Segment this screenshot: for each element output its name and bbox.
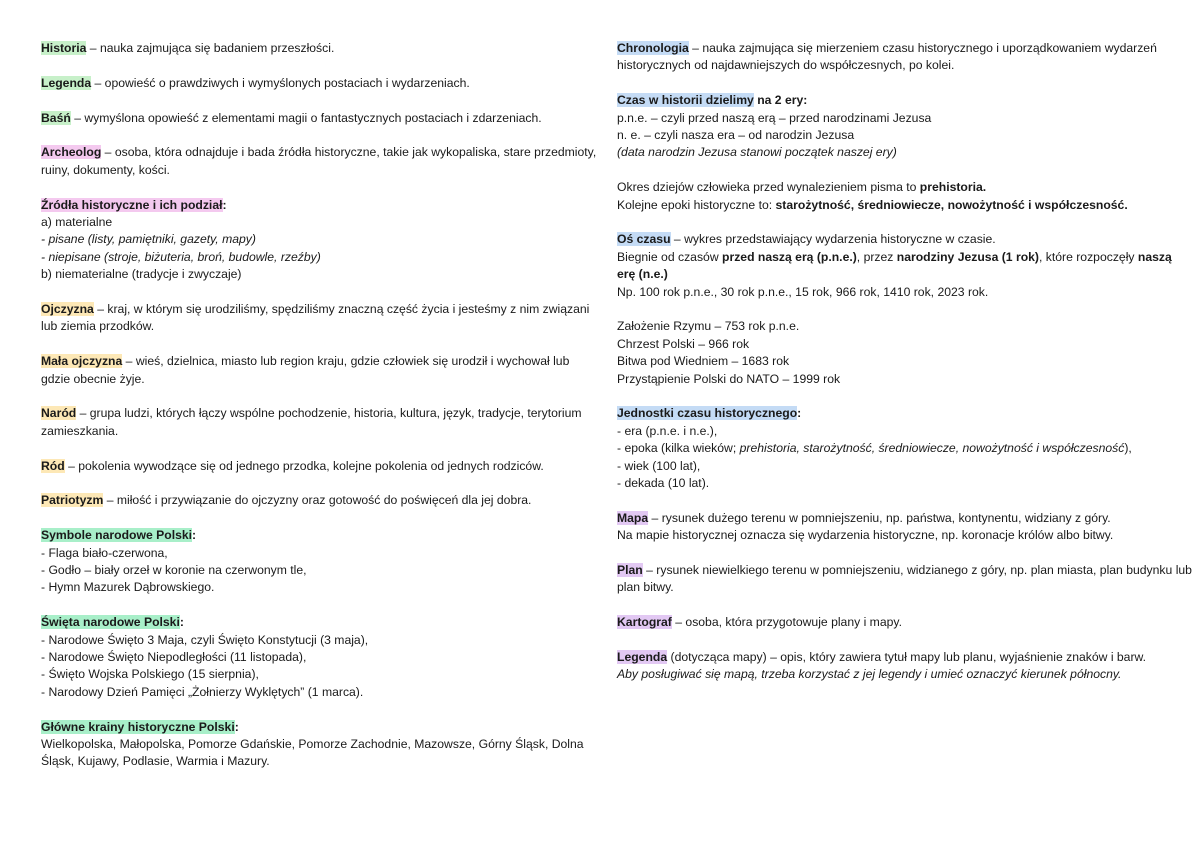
definition-chronologia bbox=[617, 40, 1192, 75]
section-text: Wielkopolska, Małopolska, Pomorze Gdańskie, Pomorze Zachodnie, Mazowsze, Górny Śląsk, Dolna Śląsk, Kujawy, Podlasie, Warmia i Mazury. bbox=[41, 737, 584, 769]
definition-text: – wieś, dzielnica, miasto lub region kraju, gdzie człowiek się urodził i wychował lub gdzie obecnie żyje. bbox=[41, 354, 570, 386]
list-item: Założenie Rzymu – 753 rok p.n.e. bbox=[617, 319, 800, 334]
definition-mapa bbox=[617, 510, 1192, 545]
list-item: - epoka (kilka wieków; prehistoria, starożytność, średniowiecze, nowożytność i współczesność), bbox=[617, 441, 1132, 456]
text-line: Np. 100 rok p.n.e., 30 rok p.n.e., 15 rok, 966 rok, 1410 rok, 2023 rok. bbox=[617, 284, 989, 299]
list-item: - Hymn Mazurek Dąbrowskiego. bbox=[41, 580, 215, 595]
list-item: p.n.e. – czyli przed naszą erą – przed narodzinami Jezusa bbox=[617, 110, 932, 125]
term-ojczyzna: Ojczyzna bbox=[41, 302, 94, 317]
definition-legenda-mapy bbox=[617, 649, 1192, 684]
text-line: Oś czasu – wykres przedstawiający wydarzenia historyczne w czasie. bbox=[617, 232, 996, 247]
term-patriotyzm: Patriotyzm bbox=[41, 493, 104, 508]
list-item: a) materialne bbox=[41, 215, 113, 229]
right-column bbox=[617, 40, 1192, 701]
list-item: - Narodowe Święto 3 Maja, czyli Święto Konstytucji (3 maja), bbox=[41, 632, 369, 647]
term-basn: Baśń bbox=[41, 110, 71, 125]
definition-text: – miłość i przywiązanie do ojczyzny oraz gotowość do poświęceń dla jej dobra. bbox=[103, 493, 532, 508]
section-symbole bbox=[41, 527, 601, 597]
definition-text: (dotycząca mapy) – opis, który zawiera tytuł mapy lub planu, wyjaśnienie znaków i barw. bbox=[667, 650, 1147, 665]
definition-ojczyzna bbox=[41, 301, 601, 336]
term-chronologia: Chronologia bbox=[617, 41, 689, 55]
term-plan: Plan bbox=[617, 563, 643, 578]
definition-text: – nauka zajmująca się mierzeniem czasu historycznego i uporządkowaniem wydarzeń historycznych od najdawniejszych do współczesnych, po kolei. bbox=[617, 41, 1157, 73]
section-heading: Jednostki czasu historycznego: bbox=[617, 406, 802, 421]
definition-text: – osoba, która przygotowuje plany i mapy. bbox=[671, 615, 902, 630]
list-item: - niepisane (stroje, biżuteria, broń, budowle, rzeźby) bbox=[41, 249, 321, 264]
term-os-czasu: Oś czasu bbox=[617, 232, 671, 247]
definition-kartograf bbox=[617, 614, 1192, 631]
term-historia: Historia bbox=[41, 41, 87, 55]
list-item: n. e. – czyli nasza era – od narodzin Jezusa bbox=[617, 128, 855, 143]
definition-rod bbox=[41, 458, 601, 475]
definition-text: – nauka zajmująca się badaniem przeszłości. bbox=[86, 41, 335, 55]
definition-text: – opowieść o prawdziwych i wymyślonych postaciach i wydarzeniach. bbox=[91, 75, 470, 90]
section-heading: Święta narodowe Polski: bbox=[41, 615, 184, 630]
definition-text: – pokolenia wywodzące się od jednego przodka, kolejne pokolenia od jednych rodziców. bbox=[64, 458, 544, 473]
section-ery bbox=[617, 92, 1192, 162]
definition-text: Aby posługiwać się mapą, trzeba korzystać z jej legendy i umieć oznaczyć kierunek północny. bbox=[617, 667, 1122, 682]
definition-mala-ojczyzna bbox=[41, 353, 601, 388]
section-swieta bbox=[41, 614, 601, 701]
definition-narod bbox=[41, 405, 601, 440]
section-heading: Czas w historii dzielimy na 2 ery: bbox=[617, 93, 808, 108]
list-item: - Święto Wojska Polskiego (15 sierpnia), bbox=[41, 667, 259, 682]
section-wydarzenia bbox=[617, 318, 1192, 388]
definition-historia bbox=[41, 40, 601, 57]
definition-text: Na mapie historycznej oznacza się wydarzenia historyczne, np. koronacje królów albo bitwy. bbox=[617, 528, 1114, 543]
term-kartograf: Kartograf bbox=[617, 615, 672, 630]
definition-text: – kraj, w którym się urodziliśmy, spędziliśmy znaczną część życia i jesteśmy z nim związani lub ziemia przodków. bbox=[41, 302, 590, 334]
text-line: Kolejne epoki historyczne to: starożytność, średniowiecze, nowożytność i współczesność. bbox=[617, 197, 1128, 212]
list-item: Bitwa pod Wiedniem – 1683 rok bbox=[617, 354, 790, 369]
section-prehistoria bbox=[617, 179, 1192, 214]
definition-legenda bbox=[41, 75, 601, 92]
list-item: - pisane (listy, pamiętniki, gazety, mapy) bbox=[41, 232, 256, 247]
list-item: - era (p.n.e. i n.e.), bbox=[617, 423, 718, 438]
list-item: - Narodowe Święto Niepodległości (11 listopada), bbox=[41, 650, 307, 665]
term-mapa: Mapa bbox=[617, 510, 649, 525]
section-heading: Główne krainy historyczne Polski: bbox=[41, 719, 239, 734]
section-heading: Symbole narodowe Polski: bbox=[41, 528, 197, 543]
term-legenda: Legenda bbox=[41, 75, 92, 90]
definition-plan bbox=[617, 562, 1192, 597]
term-legenda-mapy: Legenda bbox=[617, 650, 668, 665]
list-item: - Flaga biało-czerwona, bbox=[41, 545, 168, 560]
definition-basn bbox=[41, 110, 601, 127]
text-line: Okres dziejów człowieka przed wynalezieniem pisma to prehistoria. bbox=[617, 180, 987, 195]
definition-text: – wymyślona opowieść z elementami magii o fantastycznych postaciach i zdarzeniach. bbox=[70, 110, 542, 125]
section-zrodla bbox=[41, 197, 601, 284]
left-column bbox=[41, 40, 601, 788]
list-item: - wiek (100 lat), bbox=[617, 458, 701, 473]
list-item: Przystąpienie Polski do NATO – 1999 rok bbox=[617, 371, 841, 386]
list-item: Chrzest Polski – 966 rok bbox=[617, 336, 750, 351]
term-narod: Naród bbox=[41, 406, 77, 421]
section-heading: Źródła historyczne i ich podział: bbox=[41, 197, 227, 212]
list-item: - Godło – biały orzeł w koronie na czerwonym tle, bbox=[41, 563, 307, 578]
list-item: - Narodowy Dzień Pamięci „Żołnierzy Wyklętych” (1 marca). bbox=[41, 684, 364, 699]
definition-patriotyzm bbox=[41, 492, 601, 509]
text-line: Biegnie od czasów przed naszą erą (p.n.e.), przez narodziny Jezusa (1 rok), które rozpoczęły naszą erę (n.e.) bbox=[617, 249, 1172, 282]
definition-text: – grupa ludzi, których łączy wspólne pochodzenie, historia, kultura, język, tradycje, terytorium zamieszkania. bbox=[41, 406, 582, 438]
section-os-czasu bbox=[617, 231, 1192, 301]
term-mala-ojczyzna: Mała ojczyzna bbox=[41, 354, 123, 369]
term-rod: Ród bbox=[41, 458, 65, 473]
definition-text: – osoba, która odnajduje i bada źródła historyczne, takie jak wykopaliska, stare przedmioty, ruiny, dokumenty, kości. bbox=[41, 145, 597, 177]
definition-archeolog bbox=[41, 144, 601, 179]
definition-text: – rysunek niewielkiego terenu w pomniejszeniu, widzianego z góry, np. plan miasta, plan budynku lub plan bitwy. bbox=[617, 563, 1192, 595]
section-krainy bbox=[41, 719, 601, 771]
definition-text: – rysunek dużego terenu w pomniejszeniu, np. państwa, kontynentu, widziany z góry. bbox=[648, 510, 1111, 525]
list-item: (data narodzin Jezusa stanowi początek naszej ery) bbox=[617, 145, 897, 160]
list-item: - dekada (10 lat). bbox=[617, 476, 710, 491]
list-item: b) niematerialne (tradycje i zwyczaje) bbox=[41, 267, 242, 282]
term-archeolog: Archeolog bbox=[41, 145, 102, 160]
section-jednostki bbox=[617, 405, 1192, 492]
